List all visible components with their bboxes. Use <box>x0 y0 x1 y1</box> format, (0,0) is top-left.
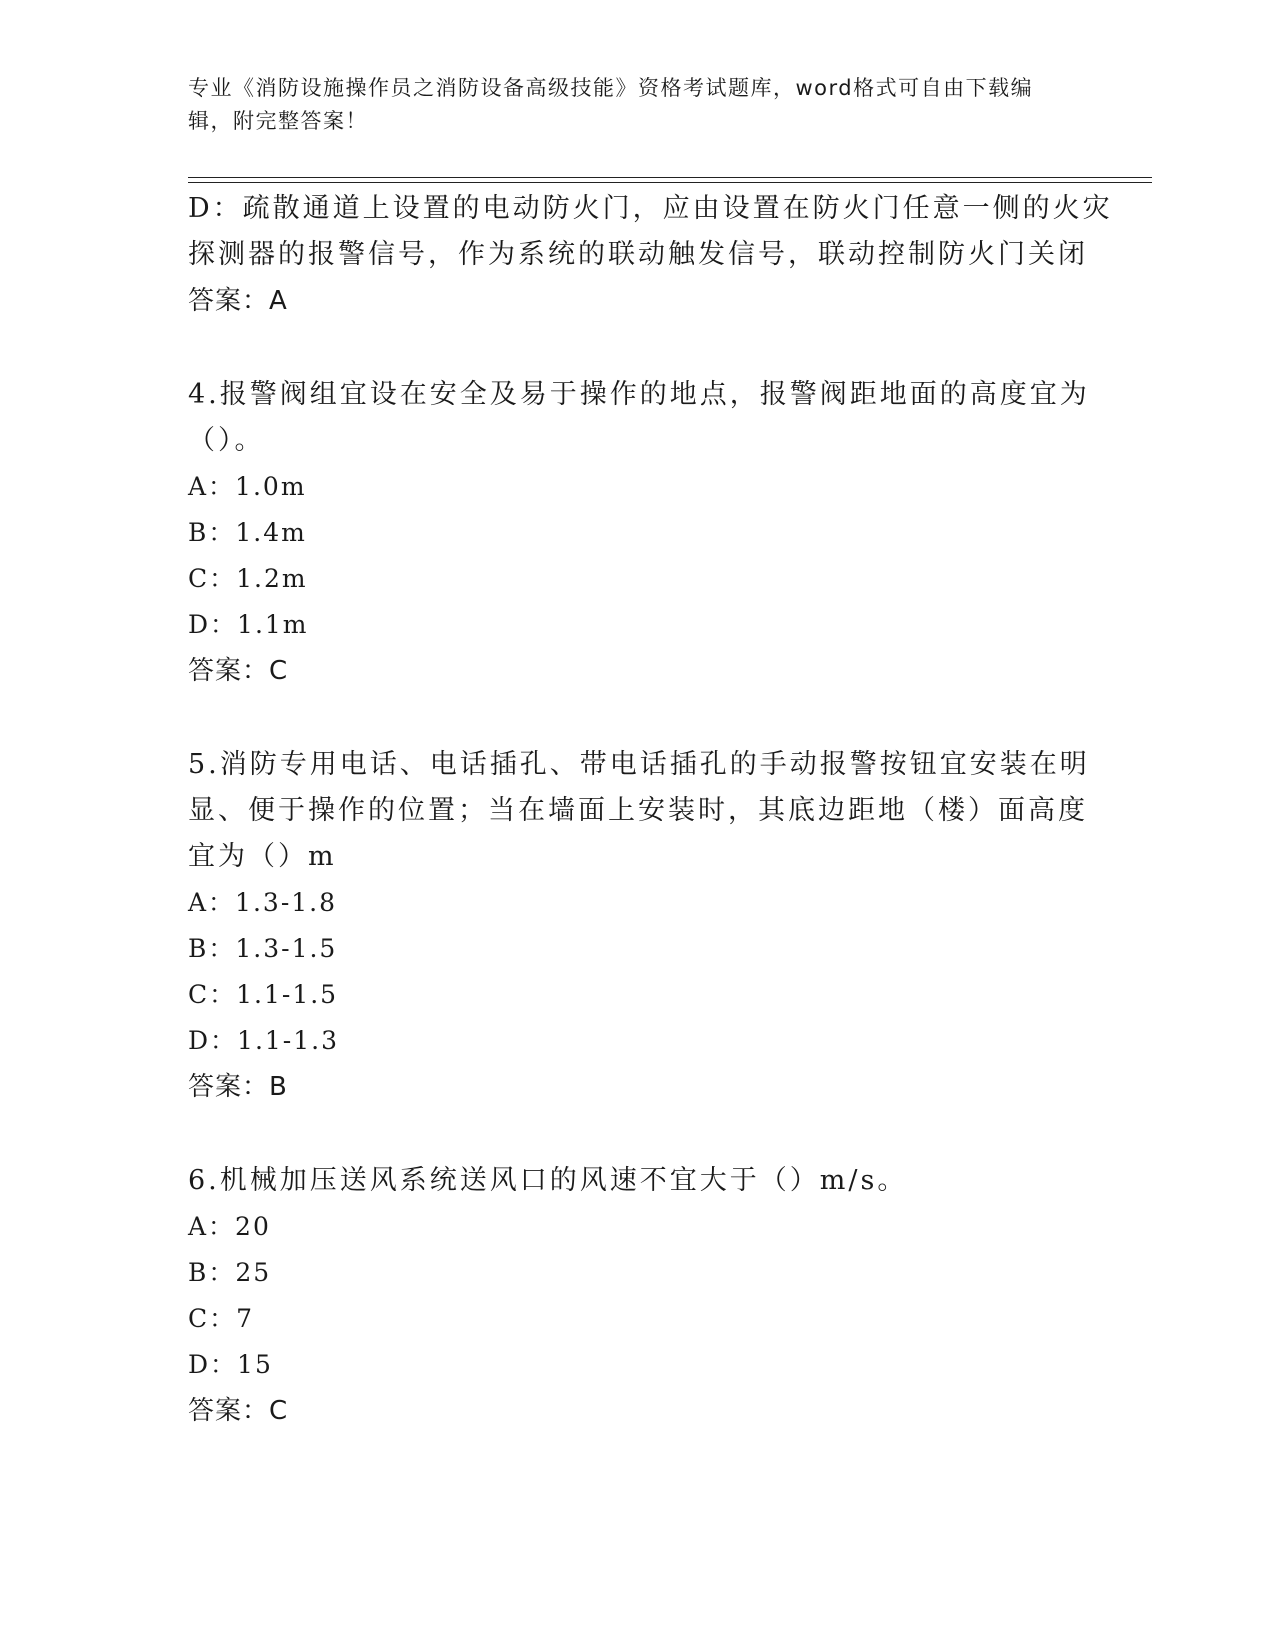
option-b: B：1.3-1.5 <box>188 934 338 963</box>
question-stem: 显、便于操作的位置；当在墙面上安装时，其底边距地（楼）面高度 <box>188 795 1088 826</box>
option-b: B：25 <box>188 1258 272 1287</box>
header-rule-top <box>188 177 1152 178</box>
question-5 <box>188 742 1088 1110</box>
option-d: D：1.1-1.3 <box>188 1026 340 1055</box>
option-a: A：1.0m <box>188 472 307 501</box>
header-rule-bottom <box>188 182 1152 183</box>
document-header: 专业《消防设施操作员之消防设备高级技能》资格考试题库，word格式可自由下载编辑，附完整答案！ <box>188 76 1034 133</box>
question-stem: 5.消防专用电话、电话插孔、带电话插孔的手动报警按钮宜安装在明 <box>188 749 1090 780</box>
spacer <box>188 324 1088 372</box>
option-d-line: D：疏散通道上设置的电动防火门，应由设置在防火门任意一侧的火灾 <box>188 193 1113 224</box>
answer-label: 答案：B <box>188 1072 288 1102</box>
answer-label: 答案：C <box>188 1396 289 1426</box>
option-a: A：20 <box>188 1212 271 1241</box>
question-stem: （）。 <box>188 425 265 456</box>
answer-label: 答案：A <box>188 286 288 316</box>
option-d-line: 探测器的报警信号，作为系统的联动触发信号，联动控制防火门关闭 <box>188 239 1088 270</box>
option-a: A：1.3-1.8 <box>188 888 338 917</box>
spacer <box>188 1110 1088 1158</box>
question-4 <box>188 372 1088 694</box>
option-d: D：15 <box>188 1350 273 1379</box>
option-c: C：1.1-1.5 <box>188 980 339 1009</box>
option-d: D：1.1m <box>188 610 309 639</box>
option-c: C：7 <box>188 1304 255 1333</box>
answer-label: 答案：C <box>188 656 289 686</box>
option-c: C：1.2m <box>188 564 308 593</box>
question-content <box>188 186 1113 1434</box>
question-stem: 宜为（）m <box>188 841 337 872</box>
question-6 <box>188 1158 1088 1434</box>
option-b: B：1.4m <box>188 518 307 547</box>
spacer <box>188 694 1088 742</box>
question-stem: 4.报警阀组宜设在安全及易于操作的地点，报警阀距地面的高度宜为 <box>188 379 1090 410</box>
question-stem: 6.机械加压送风系统送风口的风速不宜大于（）m/s。 <box>188 1165 908 1196</box>
prev-question-block <box>188 186 1113 324</box>
